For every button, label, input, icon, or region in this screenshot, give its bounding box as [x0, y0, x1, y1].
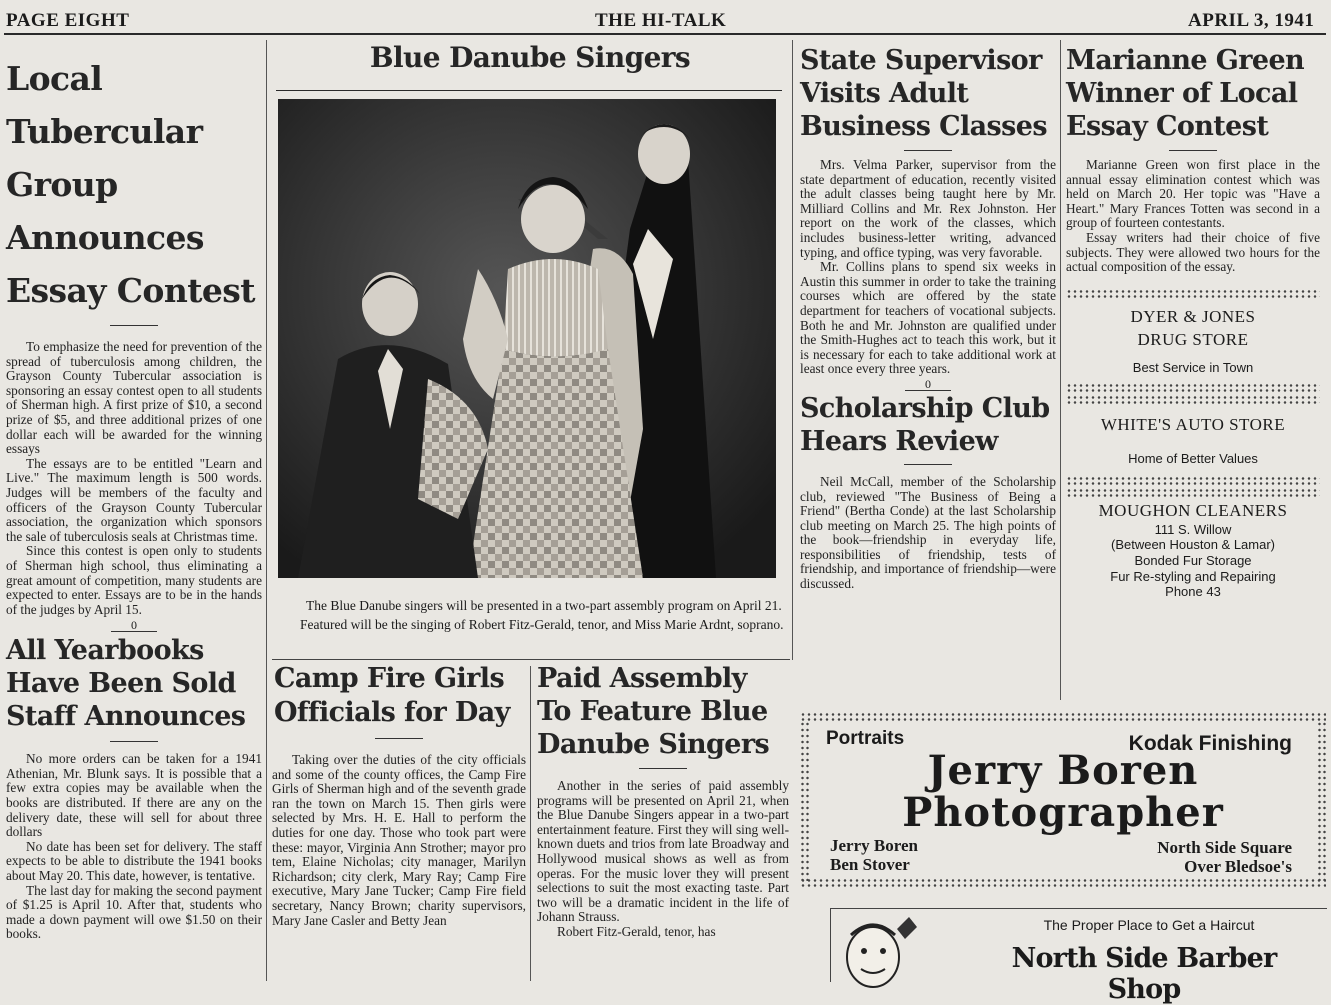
boren-ad	[800, 712, 1326, 892]
whites-tagline: Home of Better Values	[1128, 450, 1258, 466]
ad-border-dots	[1066, 488, 1320, 497]
ad-border-dots	[800, 878, 1326, 887]
moughon-phone: Phone 43	[1165, 583, 1221, 599]
right-column	[1066, 44, 1320, 704]
boren-location1: North Side Square	[1157, 838, 1292, 857]
assembly-column	[537, 662, 789, 981]
barber-cartoon-image	[833, 915, 925, 985]
column-rule	[530, 666, 531, 981]
ad-border-dots	[1066, 383, 1320, 392]
issue-date: APRIL 3, 1941	[1188, 10, 1315, 31]
scholarship-article	[800, 475, 1056, 592]
dyer-name-line1: DYER & JONES	[1130, 306, 1256, 326]
column-rule	[1060, 40, 1061, 700]
article-paragraph: Taking over the duties of the city officials and some of the county offices, the Camp Fire Girls of Sherman high and of the seventh grade ran the town on March 15. Then girls were selected by Mrs. H. E. Hall to perform the duties for one day. Those who took part were these: mayor, Virginia Ann Strother; mayor pro tem, Elaine Nicholas; city manager, Marilyn Richardson; city clerk, Mary Ray; Camp Fire executive, Mary Jane Tucker; Camp Fire field secretary, Nancy Brown; charity supervisors, Mary Jane Casler and Betty Jean	[272, 752, 526, 928]
tubercular-headline: Local Tubercular Group Announces Essay Contest	[6, 59, 255, 310]
moughon-address: 111 S. Willow	[1154, 521, 1232, 537]
ad-border-dots	[1066, 395, 1320, 404]
article-paragraph: The essays are to be entitled "Learn and Live." The maximum length is 500 words. Judges will be members of the faculty and officers of the Grayson County Tubercular association, the organization which sponsors the sale of tuberculosis seals at Christmas time.	[6, 455, 262, 544]
supervisor-article	[800, 158, 1056, 377]
campfire-article	[272, 753, 526, 928]
article-paragraph: Another in the series of paid assembly programs will be presented on April 21, when the Blue Danube Singers appear in a two-part entertainment feature. First they will sing well-known duets and trios from late Broadway and Hollywood musical shows as well as from operas. For the music lover they will present selections to suit the most exacting taste. Part two will be a dramatic incident in the life of Johann Strauss.	[537, 778, 789, 925]
article-paragraph: Essay writers had their choice of five subjects. They were allowed two hours for the actual composition of the essay.	[1066, 229, 1320, 275]
yearbooks-article	[6, 752, 262, 942]
column-left	[6, 52, 262, 981]
assembly-headline: Paid Assembly To Feature Blue Danube Singers	[537, 663, 770, 760]
supervisor-headline: State Supervisor Visits Adult Business Classes	[800, 45, 1047, 142]
yearbooks-headline: All Yearbooks Have Been Sold Staff Announces	[6, 635, 246, 733]
newspaper-name: THE HI-TALK	[595, 10, 727, 31]
article-paragraph: Robert Fitz-Gerald, tenor, has	[557, 923, 716, 939]
moughon-line2: Fur Re-styling and Repairing	[1110, 568, 1276, 584]
supervisor-column	[800, 44, 1056, 704]
photo-rule	[276, 90, 782, 91]
tubercular-article	[6, 340, 262, 617]
ad-border-dots	[1066, 289, 1320, 298]
photo-caption: The Blue Danube singers will be presented in a two-part assembly program on April 21. Featured will be the singing of Robert Fitz-Gerald, tenor, and Miss Marie Ardnt, soprano.	[300, 598, 784, 632]
column-rule	[792, 40, 793, 660]
article-paragraph: Marianne Green won first place in the annual essay elimination contest which was held on March 20. Her topic was "Have a Heart." Mary Frances Totten was second in a group of fourteen contestants.	[1066, 157, 1320, 231]
article-paragraph: No date has been set for delivery. The staff expects to be able to distribute the 1941 books about May 20. This date, however, is tentative.	[6, 838, 262, 884]
dyer-tagline: Best Service in Town	[1132, 359, 1254, 375]
danube-photo-headline: Blue Danube Singers	[369, 41, 691, 74]
essay-article	[1066, 158, 1320, 275]
headline-dash	[904, 150, 952, 151]
article-paragraph: No more orders can be taken for a 1941 Athenian, Mr. Blunk says. It is possible that a few extra copies may be available when the books are distributed. If there are any on the delivery date, these will sell for about three dollars	[6, 751, 262, 840]
scholarship-headline: Scholarship Club Hears Review	[800, 392, 1050, 457]
article-paragraph: Mrs. Velma Parker, supervisor from the state department of education, recently visited the adult classes being taught here by Mr. Milliard Collins and Mr. Rex Johnston. Her report on the work of the classes, which includes business-letter writing, advanced typing, and office typing, was very favorable.	[800, 157, 1056, 260]
headline-dash	[375, 738, 423, 739]
campfire-headline: Camp Fire Girls Officials for Day	[274, 663, 510, 728]
article-paragraph: Neil McCall, member of the Scholarship club, reviewed "The Business of Being a Friend" (Bertha Conde) at the last Scholarship club meeting on March 25. The high points of the book—friendship in everyday life, responsibilities of friendship, tests of friendship, and importance of friendship—were discussed.	[800, 473, 1056, 592]
article-paragraph: The last day for making the second payment of $1.25 is April 10. After that, students who made a down payment will owe $1.50 on their books.	[6, 882, 262, 942]
headline-dash	[1169, 150, 1217, 151]
headline-dash	[639, 768, 687, 769]
essay-headline: Marianne Green Winner of Local Essay Contest	[1066, 45, 1305, 142]
boren-left-tag: Portraits	[826, 728, 905, 749]
boren-name: Jerry Boren	[927, 747, 1199, 794]
singers-photo	[278, 99, 776, 578]
moughon-name: MOUGHON CLEANERS	[1098, 500, 1288, 520]
campfire-column	[272, 662, 526, 981]
barber-tagline: The Proper Place to Get a Haircut	[1043, 917, 1255, 933]
headline-dash	[110, 325, 158, 326]
barber-name: North Side Barber Shop	[1011, 943, 1277, 1005]
ad-border-dots	[1066, 476, 1320, 485]
article-paragraph: To emphasize the need for prevention of the spread of tuberculosis among children, the Grayson County Tubercular association is sponsoring an essay contest open to all students of Sherman high. A first prize of $10, a second prize of $5, and three additional prizes of one dollar each will be awarded for the winning essays	[6, 339, 262, 457]
headline-dash	[110, 741, 158, 742]
whites-name: WHITE'S AUTO STORE	[1100, 414, 1286, 434]
story-separator: 0	[800, 378, 1056, 391]
caption-rule	[272, 659, 790, 660]
masthead-rule	[4, 33, 1326, 35]
headline-dash	[904, 464, 952, 465]
whites-ad	[1066, 412, 1320, 466]
barber-ad	[830, 908, 1327, 1005]
danube-photo-headline-wrap	[272, 40, 788, 76]
moughon-between: (Between Houston & Lamar)	[1110, 536, 1276, 552]
column-rule	[266, 40, 267, 981]
assembly-article	[537, 779, 789, 940]
boren-person2: Ben Stover	[830, 855, 910, 874]
dyer-name-line2: DRUG STORE	[1137, 329, 1249, 349]
boren-right-tag: Kodak Finishing	[1128, 732, 1292, 755]
moughon-line1: Bonded Fur Storage	[1134, 552, 1252, 568]
moughon-ad	[1066, 500, 1320, 599]
boren-location2: Over Bledsoe's	[1184, 857, 1292, 876]
singers-photo-graphic	[278, 99, 776, 578]
boren-title: Photographer	[902, 789, 1224, 836]
page-number: PAGE EIGHT	[6, 10, 130, 31]
boren-person1: Jerry Boren	[830, 836, 918, 855]
article-paragraph: Since this contest is open only to students of Sherman high school, thus eliminating a great amount of competition, many students are expected to enter. Essays are to be in the hands of the judges by April 15.	[6, 543, 262, 617]
story-separator: 0	[6, 619, 262, 632]
ad-border-dots	[800, 712, 1326, 721]
dyer-jones-ad	[1066, 304, 1320, 375]
article-paragraph: Mr. Collins plans to spend six weeks in Austin this summer in order to take the training courses which are offered by the state department for teachers of vocational subjects. Both he and Mr. Johnston are qualified under the Smith-Hughes act to teach this work, but it is necessary for each to take additional work at least once every three years.	[800, 259, 1056, 377]
